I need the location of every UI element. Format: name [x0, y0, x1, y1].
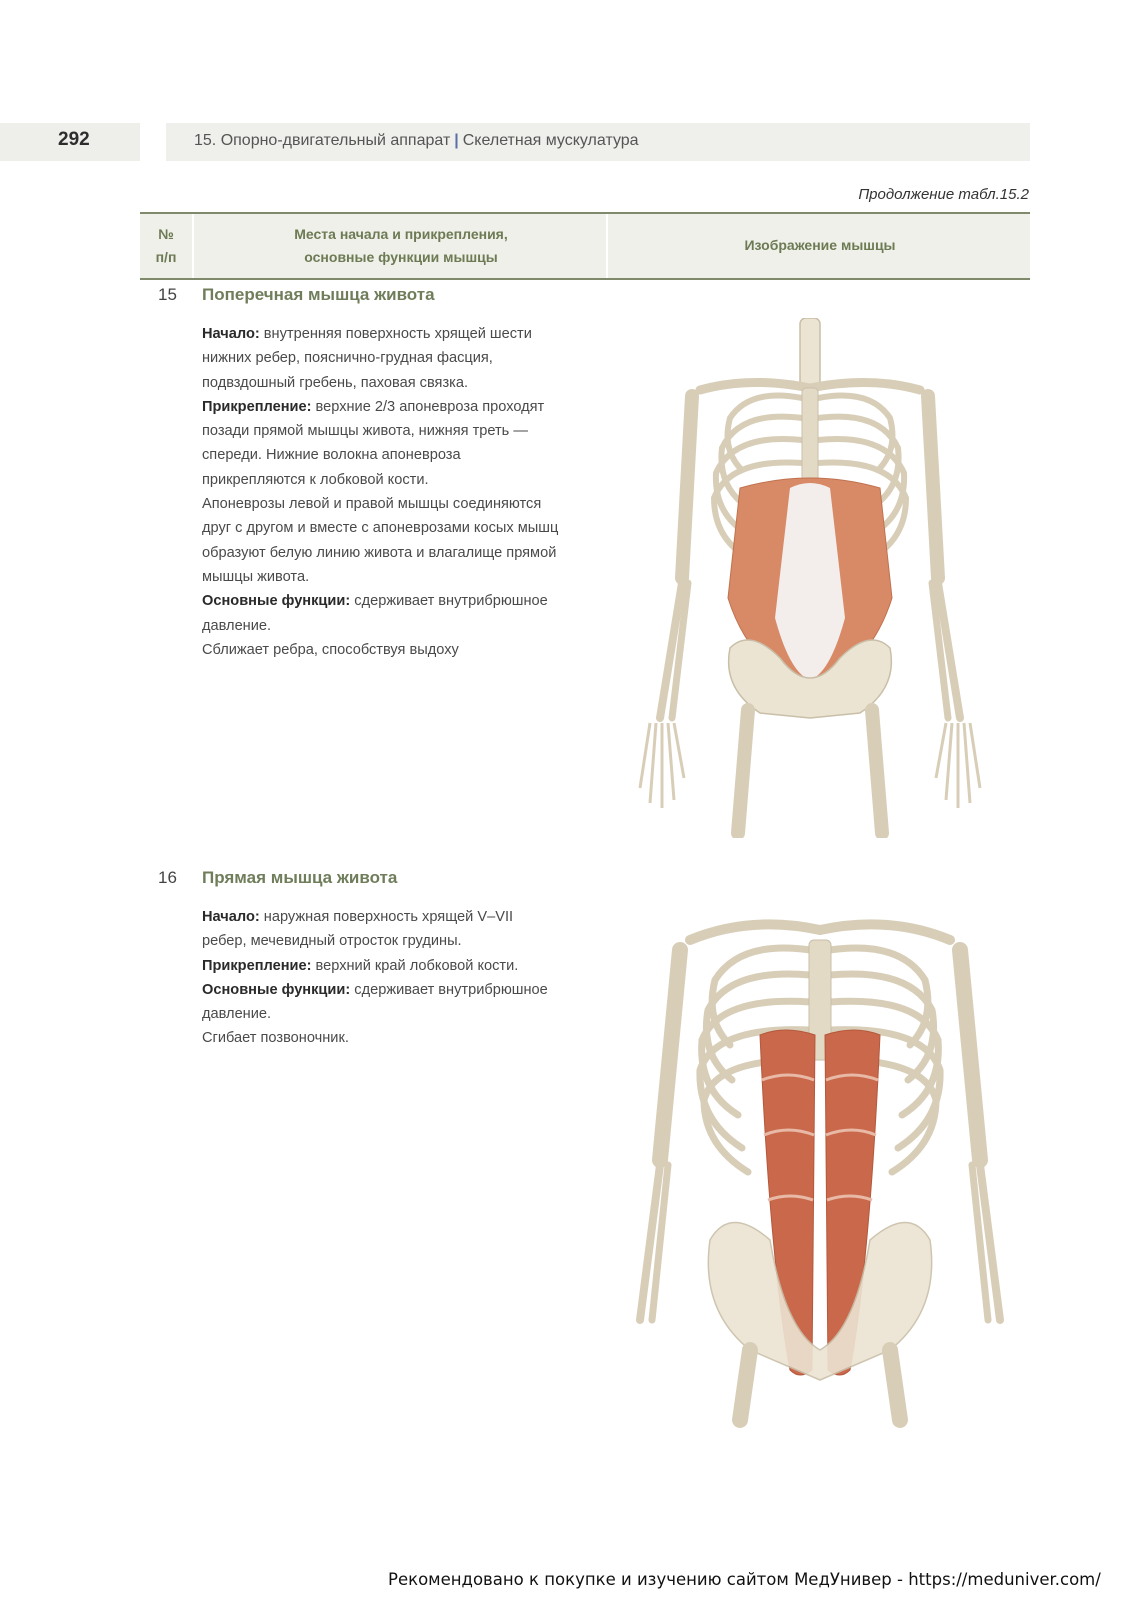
function-label: Основные функции:	[202, 593, 351, 610]
muscle-description	[202, 905, 560, 1051]
function-text: сдерживает внутрибрюшное давление.	[202, 593, 548, 634]
origin-label: Начало:	[202, 909, 260, 925]
insertion-fraction: 2/3	[374, 398, 396, 415]
function-extra: Сгибает позвоночник.	[202, 1030, 349, 1047]
transverse-abdominis-illustration	[630, 318, 990, 838]
column-header-image: Изображение мышцы	[606, 214, 1032, 278]
origin-label: Начало:	[202, 326, 260, 342]
insertion-label: Прикрепление:	[202, 398, 312, 415]
origin-text: внутренняя поверхность хрящей шести нижних ребер, пояснично-грудная фасция, подвздошный гребень, паховая связка.	[202, 326, 532, 391]
table-header	[140, 212, 1030, 280]
row-title: Прямая мышца живота	[202, 868, 398, 887]
origin-paragraph	[202, 905, 560, 954]
insertion-label: Прикрепление:	[202, 957, 312, 974]
row-number: 16	[158, 868, 177, 887]
column-header-number	[140, 214, 192, 278]
origin-paragraph	[202, 322, 560, 395]
function-paragraph	[202, 589, 560, 638]
insertion-paragraph	[202, 395, 560, 492]
col2-line1: Места начала и прикрепления,	[294, 225, 508, 242]
insertion-text: верхний край лобковой кости.	[311, 957, 519, 974]
row-number: 15	[158, 285, 177, 304]
function-paragraph	[202, 978, 560, 1027]
header-section: Скелетная мускулатура	[462, 132, 639, 149]
row-title: Поперечная мышца живота	[202, 285, 435, 304]
function-extra: Сближает ребра, способствуя выдоху	[202, 641, 459, 658]
insertion-pre: верхние	[311, 398, 375, 415]
extra-paragraph: Апоневрозы левой и правой мышцы соединяются друг с другом и вместе с апоневрозами косых мышц образуют белую линию живота и влагалище прямой мышцы живота.	[202, 496, 559, 585]
col2-line2: основные функции мышцы	[304, 249, 498, 265]
origin-text: наружная поверхность хрящей V–VII ребер, мечевидный отросток грудины.	[202, 909, 514, 950]
header-chapter: 15. Опорно-двигательный аппарат	[194, 132, 451, 149]
function-text: сдерживает внутрибрюшное давление.	[202, 981, 548, 1023]
insertion-paragraph	[202, 954, 560, 978]
function-label: Основные функции:	[202, 981, 351, 998]
table-continuation-label: Продолжение табл.15.2	[858, 186, 1029, 203]
page-number: 292	[58, 129, 90, 150]
footer-recommendation: Рекомендовано к покупке и изучению сайтом МедУнивер - https://meduniver.com/	[388, 1570, 1101, 1589]
rectus-abdominis-illustration	[620, 910, 1020, 1430]
column-header-description	[192, 214, 608, 278]
muscle-description	[202, 322, 560, 662]
header-separator: |	[454, 132, 459, 149]
col1-line1: №	[158, 225, 174, 242]
running-header	[194, 132, 639, 150]
insertion-text: апоневроза проходят позади прямой мышцы живота, нижняя треть — спереди. Нижние волокна апоневроза прикрепляются к лобковой кости.	[202, 398, 545, 488]
col1-line2: п/п	[155, 249, 177, 265]
